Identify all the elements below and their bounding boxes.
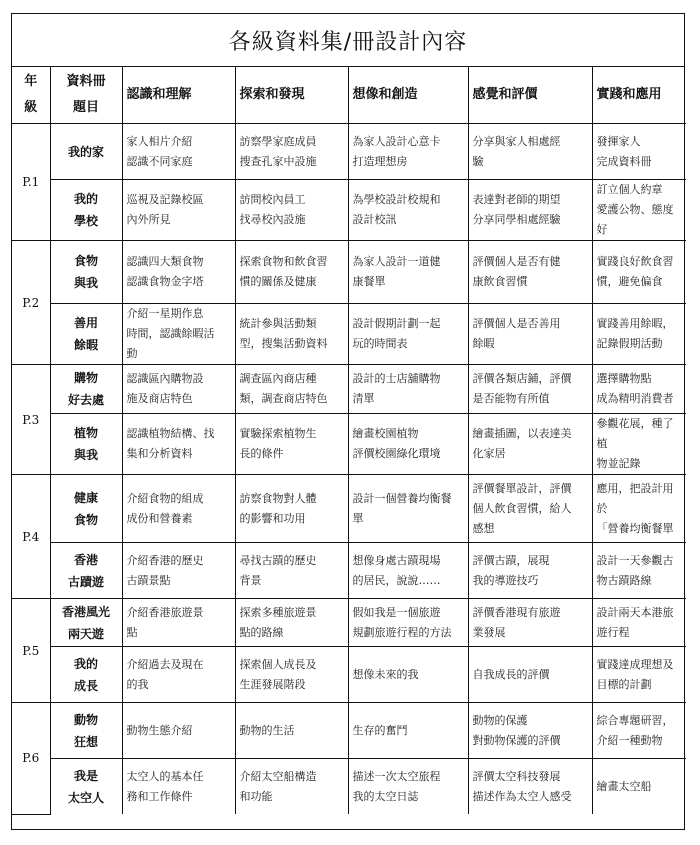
cell-line: 型，搜集活動資料 (239, 337, 328, 350)
cell-line: 認識不同家庭 (126, 154, 193, 168)
cell-line: 繪畫校園植物 (352, 427, 419, 440)
topic-line: 我的家 (67, 144, 104, 159)
content-cell (235, 647, 348, 703)
cell-line: 實踐達成理想及 (596, 657, 674, 671)
header-col-explore: 探索和發現 (235, 67, 348, 124)
topic-cell (50, 304, 122, 365)
cell-line: 分享同學相處經驗 (472, 213, 561, 226)
cell-line: 評價個人是否善用 (472, 317, 561, 330)
cell-line: 介紹一種動物 (596, 733, 663, 747)
cell-line: 時間，認識餘暇活 (126, 327, 215, 340)
cell-line: 設計假期計劃一起 (352, 317, 441, 330)
table-row (12, 365, 686, 414)
content-cell (348, 180, 468, 241)
cell-line: 實驗探索植物生 (239, 427, 317, 440)
cell-line: 介紹食物的組成 (126, 491, 204, 505)
content-cell (468, 180, 592, 241)
header-col-imagine: 想像和創造 (348, 67, 468, 124)
cell-line: 單 (352, 511, 364, 525)
grade-label: P.5 (12, 599, 50, 703)
cell-line: 感想 (472, 521, 495, 535)
cell-line: 為學校設計校規和 (352, 193, 441, 206)
cell-line: 愛護公物、態度好 (596, 203, 674, 236)
table-row (12, 647, 686, 703)
topic-line: 狂想 (73, 734, 98, 749)
content-cell (592, 414, 686, 475)
cell-line: 動物的生活 (239, 723, 295, 737)
cell-line: 對動物保護的評價 (472, 733, 561, 747)
cell-line: 分享與家人相處經 (472, 134, 561, 148)
cell-line: 施及商店特色 (126, 392, 193, 405)
cell-line: 遊行程 (596, 625, 630, 639)
topic-cell (50, 475, 122, 543)
cell-line: 動物生態介紹 (126, 723, 193, 737)
content-cell (468, 759, 592, 815)
cell-line: 設計的士店舖購物 (352, 372, 441, 385)
content-cell (235, 414, 348, 475)
cell-line: 成份和營養素 (126, 511, 193, 525)
content-cell (468, 543, 592, 599)
content-cell (592, 703, 686, 759)
content-cell (592, 647, 686, 703)
topic-line: 動物 (73, 712, 98, 727)
cell-line: 搜查孔家中設施 (239, 154, 317, 168)
design-table-sheet (11, 13, 685, 830)
grade-label: P.6 (12, 703, 50, 815)
content-cell (468, 241, 592, 304)
header-row (12, 67, 686, 124)
cell-line: 記錄假期活動 (596, 337, 663, 350)
cell-line: 介紹香港旅遊景 (126, 605, 204, 619)
cell-line: 目標的計劃 (596, 677, 652, 691)
content-cell (235, 599, 348, 647)
content-cell (468, 414, 592, 475)
cell-line: 訪問校內員工 (239, 193, 306, 206)
table-row (12, 759, 686, 815)
content-cell (235, 543, 348, 599)
topic-line: 我是 (73, 768, 98, 783)
cell-line: 描述一次太空旅程 (352, 769, 441, 783)
content-cell (122, 365, 235, 414)
header-grade-line2: 級 (24, 100, 38, 115)
content-cell (468, 647, 592, 703)
cell-line: 集和分析資料 (126, 447, 193, 460)
table-row (12, 180, 686, 241)
cell-line: 評價太空科技發展 (472, 769, 561, 783)
cell-line: 設計一個營養均衡餐 (352, 491, 452, 505)
cell-line: 自我成長的評價 (472, 667, 550, 681)
content-cell (592, 475, 686, 543)
cell-line: 點的路線 (239, 625, 284, 639)
table-row (12, 414, 686, 475)
cell-line: 探索食物和飲食習 (239, 255, 328, 268)
cell-line: 化家居 (472, 447, 506, 460)
cell-line: 設計一天參觀古 (596, 553, 674, 567)
cell-line: 尋找古蹟的歷史 (239, 553, 317, 567)
content-cell (592, 124, 686, 180)
content-cell (122, 475, 235, 543)
cell-line: 評價校園綠化環境 (352, 447, 441, 460)
page-title: 各級資料集/冊設計內容 (12, 14, 684, 67)
content-cell (122, 304, 235, 365)
header-col-evaluate: 感覺和評價 (468, 67, 592, 124)
cell-line: 實踐良好飲食習 (596, 255, 674, 268)
content-cell (468, 365, 592, 414)
topic-line: 食物 (73, 512, 98, 527)
content-cell (235, 180, 348, 241)
topic-line: 健康 (73, 490, 98, 505)
cell-line: 認識區內購物設 (126, 372, 204, 385)
content-cell (348, 304, 468, 365)
cell-line: 介紹過去及現在 (126, 657, 204, 671)
grade-label: P.4 (12, 475, 50, 599)
cell-line: 康飲食習慣 (472, 275, 528, 288)
header-grade-line1: 年 (24, 74, 38, 89)
header-topic (50, 67, 122, 124)
cell-line: 設計兩天本港旅 (596, 605, 674, 619)
content-cell (348, 703, 468, 759)
cell-line: 玩的時間表 (352, 337, 408, 350)
content-cell (122, 647, 235, 703)
topic-cell (50, 543, 122, 599)
cell-line: 物古蹟路線 (596, 573, 652, 587)
cell-line: 古蹟景點 (126, 573, 171, 587)
content-cell (235, 241, 348, 304)
table-row (12, 599, 686, 647)
cell-line: 業發展 (472, 625, 506, 639)
content-cell (592, 759, 686, 815)
cell-line: 介紹太空船構造 (239, 769, 317, 783)
grade-label: P.2 (12, 241, 50, 365)
cell-line: 評價古蹟，展現 (472, 553, 550, 567)
content-cell (592, 180, 686, 241)
header-topic-line2: 題目 (72, 100, 99, 115)
cell-line: 的我 (126, 677, 149, 691)
cell-line: 的影響和功用 (239, 511, 306, 525)
content-cell (348, 241, 468, 304)
cell-line: 生存的奮鬥 (352, 723, 408, 737)
table-row (12, 241, 686, 304)
cell-line: 我的導遊技巧 (472, 573, 539, 587)
cell-line: 介紹香港的歷史 (126, 553, 204, 567)
cell-line: 個人飲食習慣，給人 (472, 501, 572, 515)
cell-line: 訂立個人約章 (596, 183, 663, 196)
cell-line: 認識植物結構、找 (126, 427, 215, 440)
cell-line: 背景 (239, 573, 262, 587)
cell-line: 打造理想房 (352, 154, 408, 168)
topic-line: 太空人 (67, 790, 104, 805)
cell-line: 繪畫插圖，以表達美 (472, 427, 572, 440)
topic-line: 我的 (73, 656, 98, 671)
cell-line: 描述作為太空人感受 (472, 789, 572, 803)
topic-cell (50, 365, 122, 414)
topic-line: 古蹟遊 (67, 574, 104, 589)
cell-line: 是否能物有所值 (472, 392, 550, 405)
topic-line: 食物 (73, 254, 98, 268)
cell-line: 務和工作條件 (126, 789, 193, 803)
content-cell (592, 241, 686, 304)
table-row (12, 703, 686, 759)
cell-line: 探索多種旅遊景 (239, 605, 317, 619)
content-cell (348, 365, 468, 414)
content-cell (122, 759, 235, 815)
cell-line: 認識四大類食物 (126, 255, 204, 268)
content-cell (348, 475, 468, 543)
cell-line: 設計校訊 (352, 213, 397, 226)
content-cell (235, 759, 348, 815)
topic-cell (50, 599, 122, 647)
cell-line: 生涯發展階段 (239, 677, 306, 691)
content-cell (122, 124, 235, 180)
cell-line: 的居民，說說…… (352, 573, 441, 587)
cell-line: 為家人設計心意卡 (352, 134, 441, 148)
content-cell (348, 647, 468, 703)
cell-line: 動 (126, 347, 138, 360)
content-cell (348, 414, 468, 475)
cell-line: 類，調查商店特色 (239, 392, 328, 405)
cell-line: 介紹一星期作息 (126, 307, 204, 320)
cell-line: 繪畫太空船 (596, 779, 652, 793)
content-cell (235, 124, 348, 180)
cell-line: 為家人設計一道健 (352, 255, 441, 268)
cell-line: 驗 (472, 154, 484, 168)
table-row (12, 124, 686, 180)
cell-line: 認識食物金字塔 (126, 275, 204, 288)
cell-line: 和功能 (239, 789, 273, 803)
table-row (12, 304, 686, 365)
content-cell (122, 543, 235, 599)
content-cell (122, 180, 235, 241)
content-cell (235, 304, 348, 365)
cell-line: 慣，避免偏食 (596, 275, 663, 288)
cell-line: 長的條件 (239, 447, 284, 460)
content-cell (122, 241, 235, 304)
topic-cell (50, 703, 122, 759)
topic-cell (50, 414, 122, 475)
cell-line: 參觀花展，種了植 (596, 417, 674, 450)
content-cell (592, 599, 686, 647)
topic-cell (50, 180, 122, 241)
cell-line: 康餐單 (352, 275, 386, 288)
cell-line: 訪察食物對人體 (239, 491, 317, 505)
content-cell (468, 703, 592, 759)
content-cell (592, 543, 686, 599)
topic-cell (50, 647, 122, 703)
cell-line: 想像未來的我 (352, 667, 419, 681)
cell-line: 規劃旅遊行程的方法 (352, 625, 452, 639)
content-cell (468, 599, 592, 647)
header-col-apply: 實踐和應用 (592, 67, 686, 124)
cell-line: 訪察學家庭成員 (239, 134, 317, 148)
cell-line: 評價餐單設計，評價 (472, 481, 572, 495)
topic-line: 餘暇 (73, 338, 98, 352)
topic-line: 兩天遊 (67, 626, 104, 641)
topic-line: 與我 (73, 448, 98, 462)
topic-line: 與我 (73, 276, 98, 290)
grade-label: P.3 (12, 365, 50, 475)
cell-line: 巡視及記錄校區 (126, 193, 204, 206)
cell-line: 應用，把設計用於 (596, 481, 674, 515)
content-cell (468, 304, 592, 365)
content-cell (348, 543, 468, 599)
cell-line: 太空人的基本任 (126, 769, 204, 783)
header-col-understand: 認識和理解 (122, 67, 235, 124)
header-grade (12, 67, 50, 124)
design-table (12, 67, 686, 815)
cell-line: 家人相片介紹 (126, 134, 193, 148)
cell-line: 評價香港現有旅遊 (472, 605, 561, 619)
topic-line: 好去處 (67, 393, 104, 407)
cell-line: 點 (126, 625, 138, 639)
content-cell (235, 475, 348, 543)
content-cell (122, 703, 235, 759)
cell-line: 想像身處古蹟現場 (352, 553, 441, 567)
topic-line: 購物 (73, 371, 98, 385)
cell-line: 慣的關係及健康 (239, 275, 317, 288)
topic-cell (50, 241, 122, 304)
cell-line: 評價各類店鋪，評價 (472, 372, 572, 385)
cell-line: 評價個人是否有健 (472, 255, 561, 268)
content-cell (122, 414, 235, 475)
cell-line: 統計參與活動類 (239, 317, 317, 330)
cell-line: 發揮家人 (596, 134, 641, 148)
table-row (12, 543, 686, 599)
content-cell (592, 365, 686, 414)
cell-line: 假如我是一個旅遊 (352, 605, 441, 619)
grade-label: P.1 (12, 124, 50, 241)
cell-line: 完成資料冊 (596, 154, 652, 168)
content-cell (592, 304, 686, 365)
cell-line: 成為精明消費者 (596, 392, 674, 405)
content-cell (468, 475, 592, 543)
cell-line: 物並記錄 (596, 457, 641, 470)
table-row (12, 475, 686, 543)
content-cell (235, 703, 348, 759)
topic-line: 香港 (73, 552, 98, 567)
cell-line: 選擇購物點 (596, 372, 652, 385)
cell-line: 餘暇 (472, 337, 495, 350)
cell-line: 清單 (352, 392, 375, 405)
header-topic-line1: 資料冊 (66, 74, 106, 89)
topic-line: 成長 (73, 678, 98, 693)
topic-line: 香港風光 (61, 604, 110, 619)
cell-line: 探索個人成長及 (239, 657, 317, 671)
topic-line: 我的 (73, 192, 98, 206)
cell-line: 調查區內商店種 (239, 372, 317, 385)
topic-cell (50, 124, 122, 180)
cell-line: 綜合專題研習， (596, 713, 674, 727)
content-cell (122, 599, 235, 647)
content-cell (348, 599, 468, 647)
content-cell (468, 124, 592, 180)
cell-line: 我的太空日誌 (352, 789, 419, 803)
content-cell (348, 124, 468, 180)
topic-line: 善用 (73, 316, 98, 330)
cell-line: 找尋校內設施 (239, 213, 306, 226)
cell-line: 「營養均衡餐單 (596, 521, 674, 535)
content-cell (235, 365, 348, 414)
content-cell (348, 759, 468, 815)
cell-line: 動物的保護 (472, 713, 528, 727)
topic-line: 植物 (73, 426, 98, 440)
topic-cell (50, 759, 122, 815)
cell-line: 實踐善用餘暇， (596, 317, 674, 330)
cell-line: 表達對老師的期望 (472, 193, 561, 206)
cell-line: 內外所見 (126, 213, 171, 226)
topic-line: 學校 (73, 214, 98, 228)
